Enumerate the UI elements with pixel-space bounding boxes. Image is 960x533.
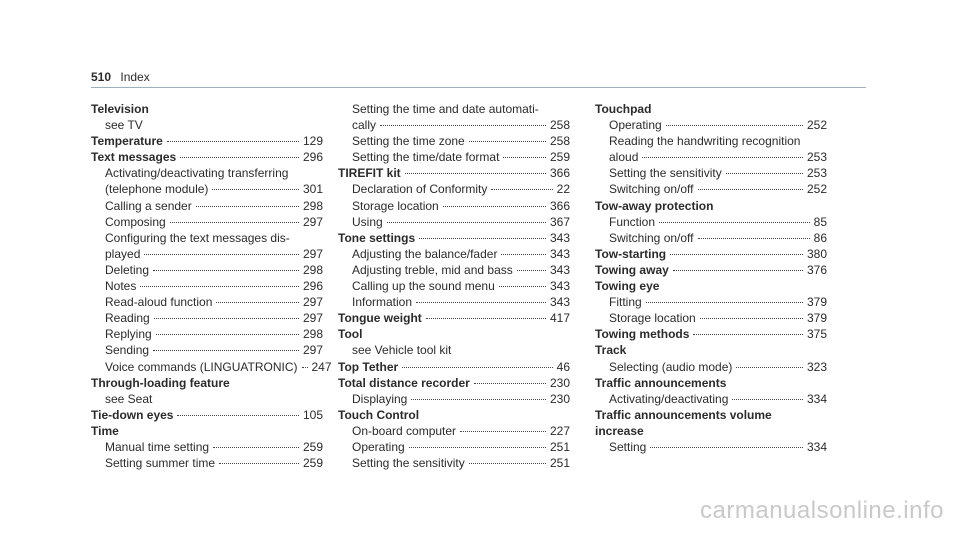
page-ref: 259: [302, 439, 323, 454]
page-ref: 334: [806, 391, 827, 406]
entry-title: Television: [91, 102, 149, 116]
leader-dots: [409, 447, 546, 448]
index-entry: [595, 407, 827, 455]
subentry-row: [91, 262, 323, 278]
page-ref: 253: [806, 150, 827, 165]
index-entry: [338, 326, 570, 358]
leader-dots: [646, 302, 803, 303]
page-ref: 297: [302, 214, 323, 229]
subentry-row: [338, 246, 570, 262]
page-ref: 230: [549, 391, 570, 406]
subentry-label: Notes: [105, 279, 137, 294]
page-ref: 379: [806, 295, 827, 310]
entry-row: [595, 326, 827, 342]
subentry-row: [338, 439, 570, 455]
leader-dots: [216, 302, 299, 303]
index-column-2: [338, 101, 570, 471]
subentry-label: Selecting (audio mode): [609, 359, 733, 374]
page-ref: 258: [549, 118, 570, 133]
subentry-label: On-board computer: [352, 423, 457, 438]
page-ref: 86: [813, 230, 827, 245]
index-entry: [91, 149, 332, 374]
subentry-label: aloud: [609, 150, 639, 165]
entry-row: [595, 246, 827, 262]
subentry-row: [338, 117, 570, 133]
index-entry: [338, 375, 570, 407]
subentry-row: [595, 359, 827, 375]
leader-dots: [503, 157, 546, 158]
leader-dots: [196, 206, 299, 207]
subentry-row: [91, 326, 323, 342]
index-entry: [338, 230, 570, 310]
leader-dots: [491, 189, 552, 190]
entry-title: Touchpad: [595, 102, 652, 116]
subentry-row: [91, 342, 323, 358]
page-ref: 380: [806, 246, 827, 261]
section-title: Index: [120, 70, 150, 84]
subentry-label: Setting the sensitivity: [609, 166, 722, 181]
entry-title: Towing eye: [595, 279, 660, 294]
leader-dots: [177, 415, 298, 416]
leader-dots: [499, 286, 546, 287]
leader-dots: [642, 157, 803, 158]
page-ref: 366: [549, 166, 570, 181]
leader-dots: [460, 431, 546, 432]
subentry-label: Storage location: [352, 198, 439, 213]
subentry-row: [91, 310, 323, 326]
subentry-label: see Seat: [105, 391, 153, 406]
subentry-row: [595, 181, 827, 197]
subentry-label: see Vehicle tool kit: [352, 343, 452, 358]
entry-row: [595, 262, 827, 278]
subentry-row: [595, 391, 827, 407]
subentry-row: [595, 214, 827, 230]
subentry-label: Activating/deactivating transferring: [105, 166, 289, 181]
subentry-row: [338, 181, 570, 197]
subentry-label: Manual time setting: [105, 439, 210, 454]
index-entry: [91, 375, 323, 407]
page-ref: 227: [549, 423, 570, 438]
page-ref: 46: [556, 359, 570, 374]
subentry-label: Composing: [105, 214, 166, 229]
index-entry: [595, 342, 827, 374]
page-ref: 259: [549, 150, 570, 165]
subentry-row: [595, 294, 827, 310]
subentry-label: Sending: [105, 343, 150, 358]
entry-title: Touch Control: [338, 407, 420, 422]
subentry-label: Reading the handwriting recognition: [609, 134, 801, 149]
index-entry: [91, 407, 323, 423]
leader-dots: [213, 447, 299, 448]
leader-dots: [153, 270, 299, 271]
subentry-row: [91, 214, 323, 230]
subentry-row: [595, 149, 827, 165]
index-entry: [338, 165, 570, 229]
entry-title: Track: [595, 343, 627, 358]
subentry-label: Displaying: [352, 391, 408, 406]
page-ref: 85: [813, 214, 827, 229]
subentry-label: (telephone module): [105, 182, 209, 197]
index-entry: [595, 246, 827, 262]
leader-dots: [693, 334, 803, 335]
page-ref: 417: [549, 311, 570, 326]
entry-title: Tow-away protection: [595, 198, 714, 213]
entry-row: [338, 230, 570, 246]
subentry-label: Using: [352, 214, 383, 229]
leader-dots: [405, 173, 546, 174]
leader-dots: [469, 463, 546, 464]
page-ref: 376: [806, 262, 827, 277]
entry-title: Through-loading feature: [91, 375, 230, 390]
subentry-row: [338, 133, 570, 149]
leader-dots: [726, 173, 803, 174]
subentry-row: [338, 278, 570, 294]
subentry-label: played: [105, 246, 141, 261]
subentry-label: Calling a sender: [105, 198, 192, 213]
entry-title: TIREFIT kit: [338, 166, 401, 181]
index-entry: [338, 101, 570, 165]
subentry-label: Fitting: [609, 295, 642, 310]
page-ref: 297: [302, 246, 323, 261]
leader-dots: [167, 141, 299, 142]
header-divider: [91, 87, 866, 88]
index-entry: [91, 423, 323, 471]
leader-dots: [419, 238, 546, 239]
leader-dots: [402, 367, 552, 368]
subentry-row: [595, 230, 827, 246]
leader-dots: [698, 238, 810, 239]
subentry-label: Setting summer time: [105, 456, 216, 471]
subentry-row: [91, 439, 323, 455]
page-ref: 297: [302, 343, 323, 358]
subentry-label: Declaration of Conformity: [352, 182, 488, 197]
page-header: [91, 70, 150, 84]
index-entry: [338, 407, 570, 471]
subentry-label: Read-aloud function: [105, 295, 213, 310]
entry-title: Tow-starting: [595, 246, 667, 261]
page-ref: 297: [302, 311, 323, 326]
subentry-row: [595, 117, 827, 133]
page-ref: 258: [549, 134, 570, 149]
index-entry: [91, 101, 323, 133]
leader-dots: [698, 189, 803, 190]
index-entry: [595, 278, 827, 326]
subentry-label: Setting: [609, 439, 647, 454]
page-ref: 298: [302, 327, 323, 342]
page-ref: 298: [302, 262, 323, 277]
page-ref: 301: [302, 182, 323, 197]
leader-dots: [212, 189, 299, 190]
page-ref: 253: [806, 166, 827, 181]
index-column-3: [595, 101, 827, 455]
entry-row: [338, 165, 570, 181]
page-ref: 343: [549, 230, 570, 245]
entry-title: Tongue weight: [338, 311, 422, 326]
entry-row: [91, 133, 323, 149]
entry-title: Traffic announcements volume: [595, 407, 772, 422]
subentry-label: Operating: [352, 439, 405, 454]
leader-dots: [517, 270, 546, 271]
leader-dots: [650, 447, 803, 448]
subentry-row: [595, 310, 827, 326]
page-ref: 297: [302, 295, 323, 310]
leader-dots: [673, 270, 803, 271]
leader-dots: [700, 318, 803, 319]
subentry-row: [338, 262, 570, 278]
entry-title: Top Tether: [338, 359, 399, 374]
entry-title: Time: [91, 423, 119, 438]
page-ref: 366: [549, 198, 570, 213]
leader-dots: [144, 254, 299, 255]
leader-dots: [666, 125, 803, 126]
subentry-row: [91, 359, 332, 375]
entry-row: [91, 407, 323, 423]
leader-dots: [732, 399, 803, 400]
leader-dots: [501, 254, 546, 255]
subentry-label: Deleting: [105, 262, 150, 277]
subentry-label: cally: [352, 118, 377, 133]
index-entry: [595, 326, 827, 342]
subentry-row: [338, 391, 570, 407]
page-ref: 22: [556, 182, 570, 197]
page-ref: 343: [549, 246, 570, 261]
page-ref: 323: [806, 359, 827, 374]
index-entry: [595, 198, 827, 246]
subentry-label: Switching on/off: [609, 230, 694, 245]
index-entry: [595, 101, 827, 198]
index-entry: [338, 359, 570, 375]
leader-dots: [302, 367, 308, 368]
index-entry: [595, 262, 827, 278]
subentry-label: Reading: [105, 311, 150, 326]
leader-dots: [659, 222, 810, 223]
index-column-1: [91, 101, 332, 471]
subentry-row: [91, 198, 323, 214]
leader-dots: [140, 286, 299, 287]
entry-title: Total distance recorder: [338, 375, 470, 390]
watermark: carmanualsonline.info: [700, 497, 944, 524]
page-ref: 251: [549, 456, 570, 471]
subentry-label: Setting the sensitivity: [352, 456, 465, 471]
subentry-row: [91, 181, 323, 197]
subentry-label: Setting the time and date automati-: [352, 102, 539, 116]
entry-title: Tool: [338, 327, 363, 342]
page-ref: 379: [806, 311, 827, 326]
leader-dots: [170, 222, 299, 223]
subentry-label: Voice commands (LINGUATRONIC): [105, 359, 298, 374]
subentry-label: Setting the time/date format: [352, 150, 500, 165]
subentry-label: Information: [352, 295, 413, 310]
page-ref: 251: [549, 439, 570, 454]
entry-row: [338, 310, 570, 326]
leader-dots: [736, 367, 803, 368]
entry-title: Tie-down eyes: [91, 407, 174, 422]
leader-dots: [156, 334, 299, 335]
page-ref: 334: [806, 439, 827, 454]
subentry-label: Adjusting treble, mid and bass: [352, 262, 513, 277]
leader-dots: [380, 125, 546, 126]
leader-dots: [153, 350, 299, 351]
index-entry: [338, 310, 570, 326]
leader-dots: [670, 254, 803, 255]
subentry-label: Configuring the text messages dis-: [105, 230, 290, 245]
page-ref: 296: [302, 279, 323, 294]
page-ref: 296: [302, 150, 323, 165]
subentry-label: Setting the time zone: [352, 134, 465, 149]
page-ref: 247: [311, 359, 332, 374]
subentry-label: Operating: [609, 118, 662, 133]
subentry-row: [338, 455, 570, 471]
subentry-row: [338, 198, 570, 214]
subentry-label: Replying: [105, 327, 152, 342]
page-ref: 343: [549, 279, 570, 294]
page-ref: 252: [806, 182, 827, 197]
leader-dots: [416, 302, 546, 303]
subentry-label: Activating/deactivating: [609, 391, 729, 406]
subentry-label: Function: [609, 214, 656, 229]
leader-dots: [180, 157, 299, 158]
page-ref: 343: [549, 295, 570, 310]
subentry-row: [595, 165, 827, 181]
entry-row: [338, 359, 570, 375]
subentry-row: [338, 423, 570, 439]
subentry-label: Calling up the sound menu: [352, 279, 495, 294]
page-ref: 298: [302, 198, 323, 213]
page-ref: 230: [549, 375, 570, 390]
page-ref: 367: [549, 214, 570, 229]
page-ref: 375: [806, 327, 827, 342]
entry-row: [338, 375, 570, 391]
subentry-row: [91, 278, 323, 294]
subentry-row: [91, 294, 323, 310]
leader-dots: [474, 383, 546, 384]
leader-dots: [443, 206, 546, 207]
subentry-row: [338, 149, 570, 165]
subentry-row: [338, 214, 570, 230]
leader-dots: [469, 141, 546, 142]
subentry-label: Adjusting the balance/fader: [352, 246, 498, 261]
index-entry: [595, 375, 827, 407]
subentry-row: [595, 439, 827, 455]
leader-dots: [411, 399, 546, 400]
page-number: 510: [91, 70, 112, 84]
leader-dots: [426, 318, 546, 319]
entry-title: Traffic announcements: [595, 375, 727, 390]
page-ref: 259: [302, 456, 323, 471]
subentry-label: see TV: [105, 118, 143, 133]
leader-dots: [154, 318, 299, 319]
subentry-label: Storage location: [609, 311, 696, 326]
entry-title: Temperature: [91, 134, 163, 149]
subentry-row: [338, 294, 570, 310]
entry-title: Tone settings: [338, 230, 416, 245]
subentry-label: Switching on/off: [609, 182, 694, 197]
page-ref: 343: [549, 262, 570, 277]
entry-row: [91, 149, 323, 165]
leader-dots: [219, 463, 299, 464]
entry-title: Text messages: [91, 150, 177, 165]
index-entry: [91, 133, 323, 149]
page-ref: 252: [806, 118, 827, 133]
entry-title: increase: [595, 423, 644, 438]
entry-title: Towing methods: [595, 327, 690, 342]
page-ref: 105: [302, 407, 323, 422]
subentry-row: [91, 246, 323, 262]
leader-dots: [387, 222, 546, 223]
subentry-row: [91, 455, 323, 471]
entry-title: Towing away: [595, 262, 669, 277]
page-ref: 129: [302, 134, 323, 149]
